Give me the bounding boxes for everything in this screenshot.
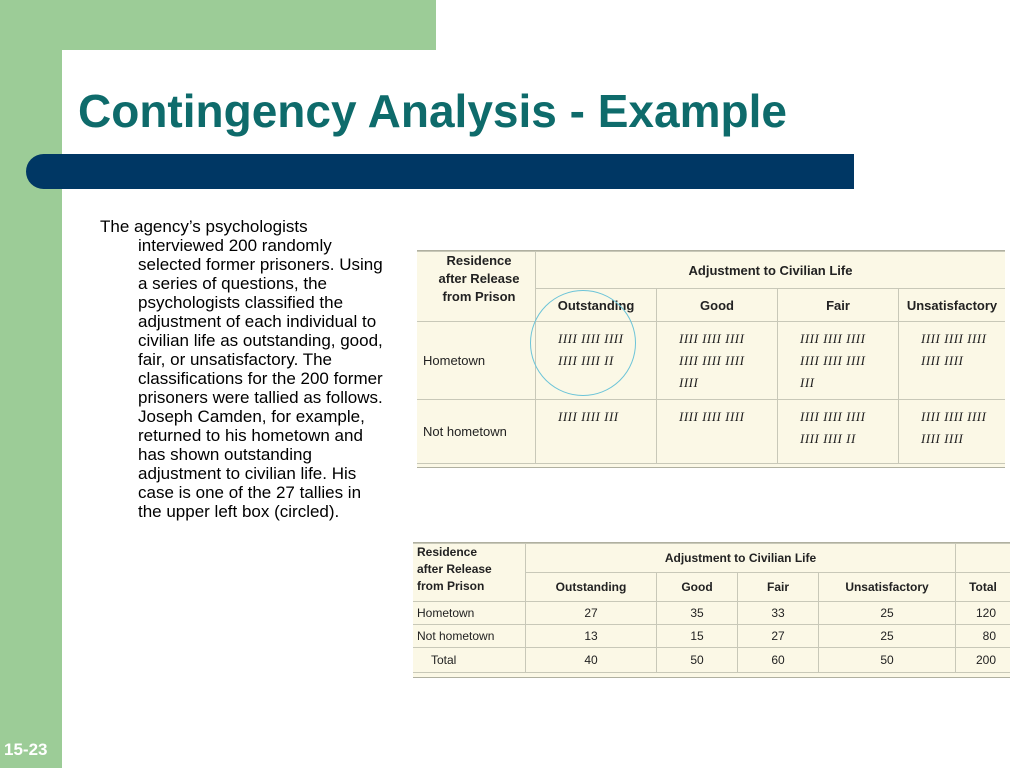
tally-col-header: Unsatisfactory: [899, 289, 1006, 322]
tally-cell: IIII IIII III: [536, 400, 657, 464]
table-row-total: [413, 648, 1010, 673]
tally-cell: IIII IIII IIII IIII IIII: [899, 400, 1006, 464]
totals-cell: 13: [526, 625, 657, 648]
totals-col-header: Total: [956, 573, 1011, 602]
totals-cell: 60: [738, 648, 819, 673]
tally-row-header: Residence after Release from Prison: [417, 252, 536, 322]
tally-cell: IIII IIII IIII IIII IIII IIII III: [778, 322, 899, 400]
totals-cell: 200: [956, 648, 1011, 673]
tally-col-header: Outstanding: [536, 289, 657, 322]
tally-cell: IIII IIII IIII IIII IIII II: [536, 322, 657, 400]
totals-cell: 27: [738, 625, 819, 648]
totals-cell: 25: [819, 625, 956, 648]
tally-table-container: [417, 250, 1005, 468]
totals-col-header: Outstanding: [526, 573, 657, 602]
left-green-band: [0, 0, 62, 768]
slide-body-text: The agency’s psychologists interviewed 200 randomly selected former prisoners. Using a series of questions, the psychologists classified the adjustment of each individual to civilian life as outstanding, good, fair, or unsatisfactory. The classifications for the 200 former prisoners were tallied as follows. Joseph Camden, for example, returned to his hometown and has shown outstanding adjustment to civilian life. His case is one of the 27 tallies in the upper left box (circled).: [100, 217, 383, 521]
totals-cell: 33: [738, 602, 819, 625]
table-row: [417, 322, 1005, 400]
totals-cell: 50: [819, 648, 956, 673]
table-row: [417, 400, 1005, 464]
totals-cell: 120: [956, 602, 1011, 625]
tally-col-header: Good: [657, 289, 778, 322]
tally-cell: IIII IIII IIII IIII IIII II: [778, 400, 899, 464]
table-row: [413, 625, 1010, 648]
tally-row-label: Hometown: [417, 322, 536, 400]
slide-title: Contingency Analysis - Example: [78, 85, 787, 137]
totals-cell: 35: [657, 602, 738, 625]
totals-cell: 27: [526, 602, 657, 625]
tally-cell: IIII IIII IIII IIII IIII IIII IIII: [657, 322, 778, 400]
totals-group-spacer: [956, 544, 1011, 573]
highlight-circle: [530, 290, 636, 396]
totals-row-header: Residence after Release from Prison: [413, 544, 526, 602]
totals-table-container: [413, 542, 1010, 678]
totals-row-label: Hometown: [413, 602, 526, 625]
totals-col-header: Fair: [738, 573, 819, 602]
tally-group-header: Adjustment to Civilian Life: [536, 252, 1006, 289]
tally-col-header: Fair: [778, 289, 899, 322]
totals-row-label: Total: [413, 648, 526, 673]
totals-cell: 80: [956, 625, 1011, 648]
totals-cell: 25: [819, 602, 956, 625]
tally-cell: IIII IIII IIII IIII IIII: [899, 322, 1006, 400]
totals-row-label: Not hometown: [413, 625, 526, 648]
totals-col-header: Good: [657, 573, 738, 602]
tally-table: [417, 251, 1005, 464]
totals-cell: 50: [657, 648, 738, 673]
slide-number: 15-23: [4, 740, 48, 759]
tally-cell: IIII IIII IIII: [657, 400, 778, 464]
title-underline-bar: [26, 154, 854, 189]
top-green-band: [0, 0, 436, 50]
totals-table: [413, 543, 1010, 673]
totals-group-header: Adjustment to Civilian Life: [526, 544, 956, 573]
tally-row-label: Not hometown: [417, 400, 536, 464]
totals-cell: 40: [526, 648, 657, 673]
table-row: [413, 602, 1010, 625]
totals-col-header: Unsatisfactory: [819, 573, 956, 602]
totals-cell: 15: [657, 625, 738, 648]
